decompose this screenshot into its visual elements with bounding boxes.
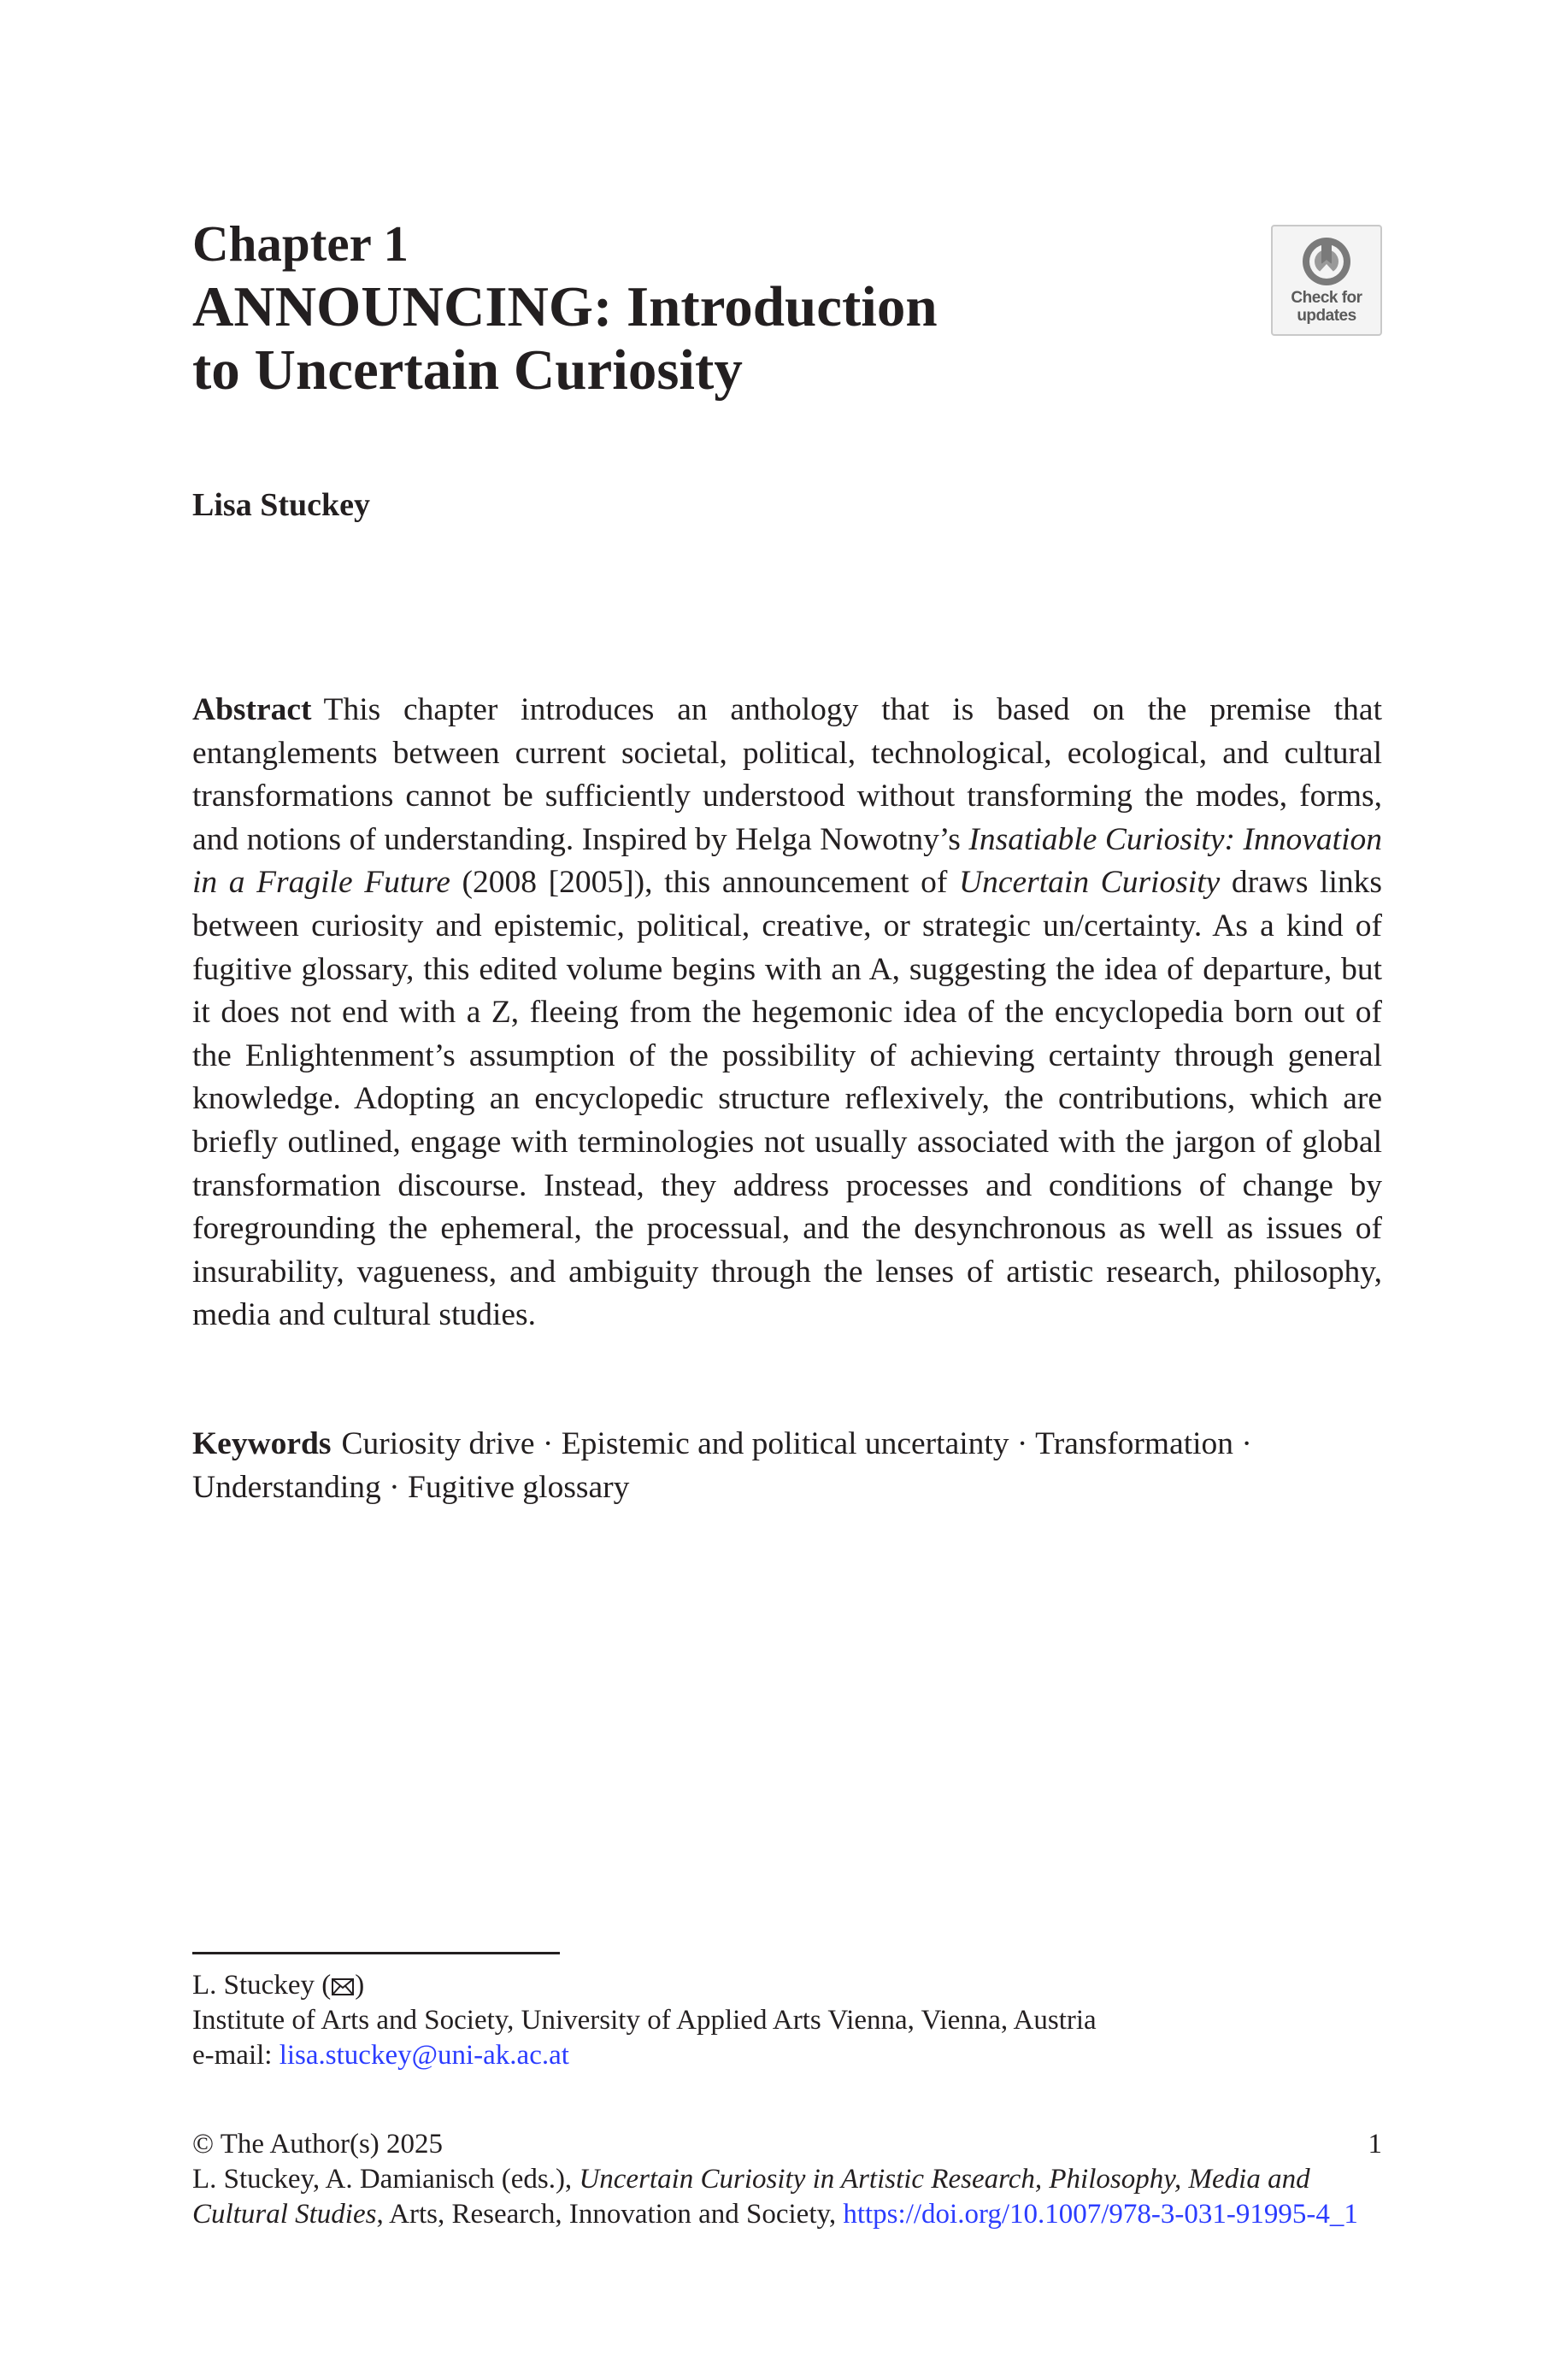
abstract-text-1: This chapter introduces an anthology that is based on the premise that entanglements between current societal, political, technological, ecological, and cultural transformations cannot be sufficiently understood without transforming the modes, forms, and notions of understanding. Inspired by Helga Nowotny’s (192, 692, 1382, 857)
author-name: Lisa Stuckey (192, 487, 370, 523)
citation-series: , Arts, Research, Innovation and Society, (376, 2199, 844, 2230)
abstract-text-2: (2008 [2005]), this announcement of (450, 865, 960, 901)
email-link[interactable]: lisa.stuckey@uni-ak.ac.at (279, 2040, 569, 2071)
badge-text-line-2: updates (1297, 307, 1356, 325)
footnote-author-name: L. Stuckey ( (192, 1970, 332, 2001)
chapter-title-line-2: to Uncertain Curiosity (192, 338, 743, 402)
chapter-title (192, 275, 1261, 402)
footnote-email-line (192, 2038, 1389, 2073)
citation (192, 2162, 1382, 2232)
chapter-heading (192, 212, 1261, 402)
citation-book-title: Uncertain Curiosity in Artistic Research, Philosophy, Media and Cultural Studies (192, 2164, 1310, 2230)
footnote-author-close: ) (355, 1970, 365, 2001)
abstract-italic-1: Insatiable Curiosity: Innovation in a Fragile Future (192, 821, 1382, 901)
footnote-affiliation: Institute of Arts and Society, University of Applied Arts Vienna, Vienna, Austria (192, 2005, 1097, 2036)
footnote-divider (192, 1952, 560, 1954)
crossmark-icon (1300, 235, 1353, 288)
chapter-label: Chapter 1 (192, 215, 409, 272)
envelope-icon (331, 1977, 355, 1997)
author-footnote (192, 1968, 1389, 2073)
copyright-line: © The Author(s) 2025 (192, 2129, 444, 2160)
check-for-updates-badge[interactable] (1271, 225, 1382, 336)
abstract-label: Abstract (192, 692, 312, 727)
keywords-label: Keywords (192, 1426, 332, 1461)
abstract-paragraph (192, 689, 1382, 1337)
footnote-email-label: e-mail: (192, 2040, 279, 2071)
badge-text-line-1: Check for (1291, 289, 1362, 307)
abstract-text-3: draws links between curiosity and epistemic, political, creative, or strategic un/certainty. As a kind of fugitive glossary, this edited volume begins with an A, suggesting the idea of departure, but it does not end with a Z, fleeing from the hegemonic idea of the encyclopedia born out of the Enlightenment’s assumption of the possibility of achieving certainty through general knowledge. Adopting an encyclopedic structure reflexively, the contributions, which are briefly outlined, engage with terminologies not usually associated with the jargon of global transformation discourse. Instead, they address processes and conditions of change by foregrounding the ephemeral, the processual, and the desynchronous as well as issues of insurability, vagueness, and ambiguity through the lenses of artistic research, philosophy, media and cultural studies. (192, 865, 1382, 1333)
keywords-paragraph (192, 1423, 1382, 1509)
keywords-text: Curiosity drive · Epistemic and political uncertainty · Transformation · Understanding · Fugitive glossary (192, 1426, 1252, 1505)
footnote-author-line (192, 1968, 1389, 2003)
doi-link[interactable]: https://doi.org/10.1007/978-3-031-91995-4_1 (843, 2199, 1358, 2230)
citation-editors: L. Stuckey, A. Damianisch (eds.), (192, 2164, 580, 2195)
book-imprint (192, 2127, 1382, 2232)
abstract-italic-2: Uncertain Curiosity (959, 865, 1221, 901)
page-number: 1 (1368, 2129, 1382, 2160)
chapter-title-line-1: ANNOUNCING: Introduction (192, 275, 938, 338)
